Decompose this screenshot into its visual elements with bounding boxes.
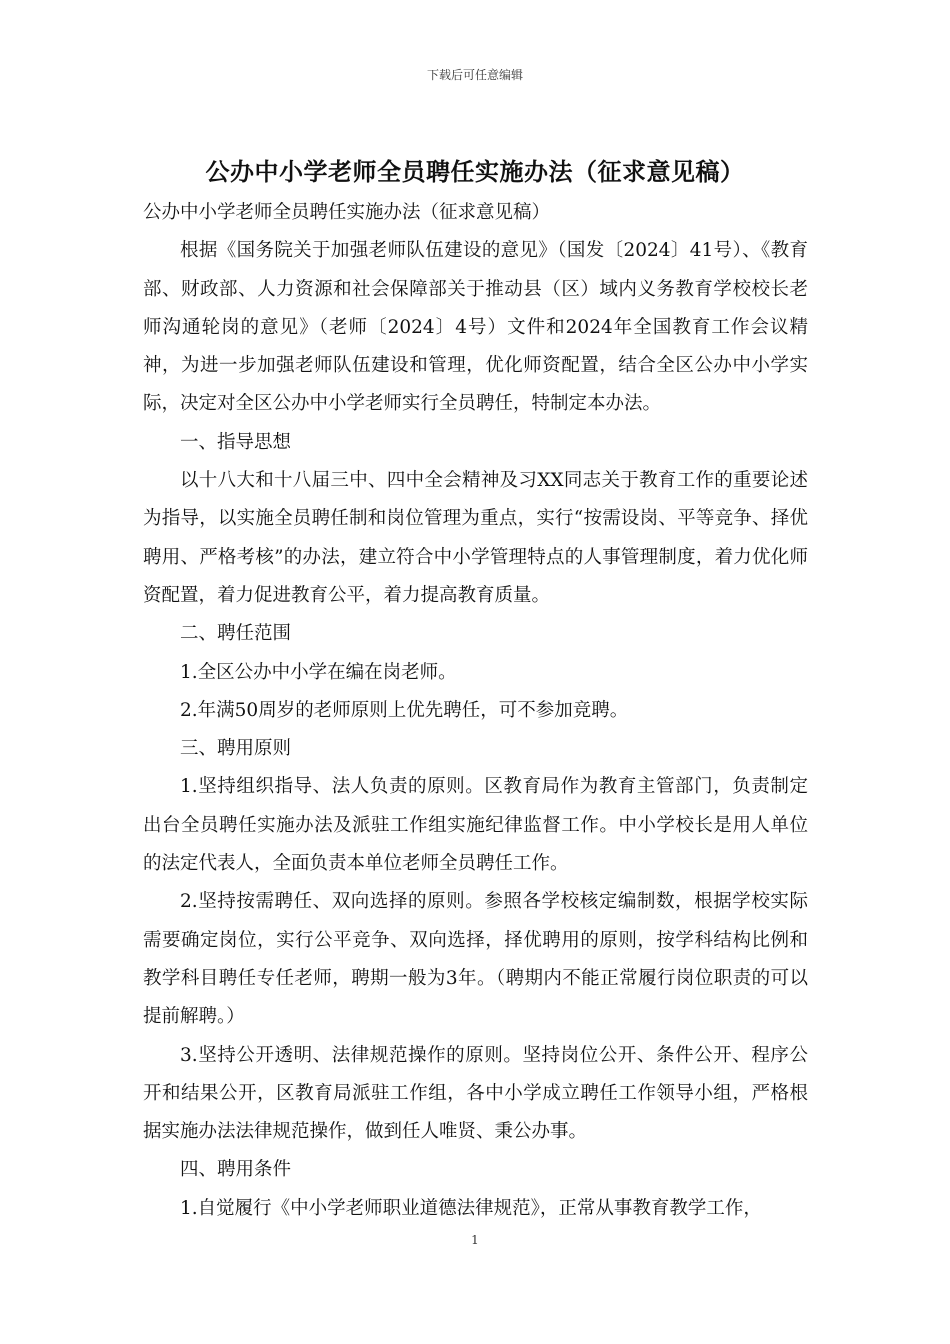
paragraph: 2.坚持按需聘任、双向选择的原则。参照各学校核定编制数，根据学校实际需要确定岗位，实行公平竞争、双向选择，择优聘用的原则，按学科结构比例和教学科目聘任专任老师，聘期一般为3年。（聘期内不能正常履行岗位职责的可以提前解聘。） [143, 891, 808, 1028]
document-title: 公办中小学老师全员聘任实施办法（征求意见稿） [205, 157, 745, 186]
header-note: 下载后可任意编辑 [426, 68, 523, 82]
paragraph: 2.年满50周岁的老师原则上优先聘任，可不参加竞聘。 [180, 699, 629, 721]
document-body [143, 194, 808, 1228]
paragraph: 二、聘任范围 [180, 623, 292, 645]
paragraph: 三、聘用原则 [180, 738, 292, 760]
paragraph: 1.全区公办中小学在编在岗老师。 [180, 661, 457, 683]
paragraph: 四、聘用条件 [180, 1159, 292, 1181]
paragraph: 以十八大和十八届三中、四中全会精神及习XX同志关于教育工作的重要论述为指导，以实施全员聘任制和岗位管理为重点，实行“按需设岗、平等竞争、择优聘用、严格考核”的办法，建立符合中小学管理特点的人事管理制度，着力优化师资配置，着力促进教育公平，着力提高教育质量。 [143, 470, 808, 606]
paragraph: 1.坚持组织指导、法人负责的原则。区教育局作为教育主管部门，负责制定出台全员聘任实施办法及派驻工作组实施纪律监督工作。中小学校长是用人单位的法定代表人，全面负责本单位老师全员聘任工作。 [143, 776, 808, 875]
paragraph: 一、指导思想 [180, 431, 292, 453]
paragraph: 3.坚持公开透明、法律规范操作的原则。坚持岗位公开、条件公开、程序公开和结果公开，区教育局派驻工作组，各中小学成立聘任工作领导小组，严格根据实施办法法律规范操作，做到任人唯贤、秉公办事。 [143, 1044, 808, 1143]
page-number: 1 [471, 1233, 479, 1247]
paragraph: 根据《国务院关于加强老师队伍建设的意见》（国发〔2024〕41号）、《教育部、财政部、人力资源和社会保障部关于推动县（区）域内义务教育学校校长老师沟通轮岗的意见》（老师〔2024〕4号）文件和2024年全国教育工作会议精神，为进一步加强老师队伍建设和管理，优化师资配置，结合全区公办中小学实际，决定对全区公办中小学老师实行全员聘任，特制定本办法。 [143, 240, 808, 415]
paragraph: 1.自觉履行《中小学老师职业道德法律规范》，正常从事教育教学工作， [180, 1197, 762, 1219]
paragraph: 公办中小学老师全员聘任实施办法（征求意见稿） [143, 202, 551, 223]
